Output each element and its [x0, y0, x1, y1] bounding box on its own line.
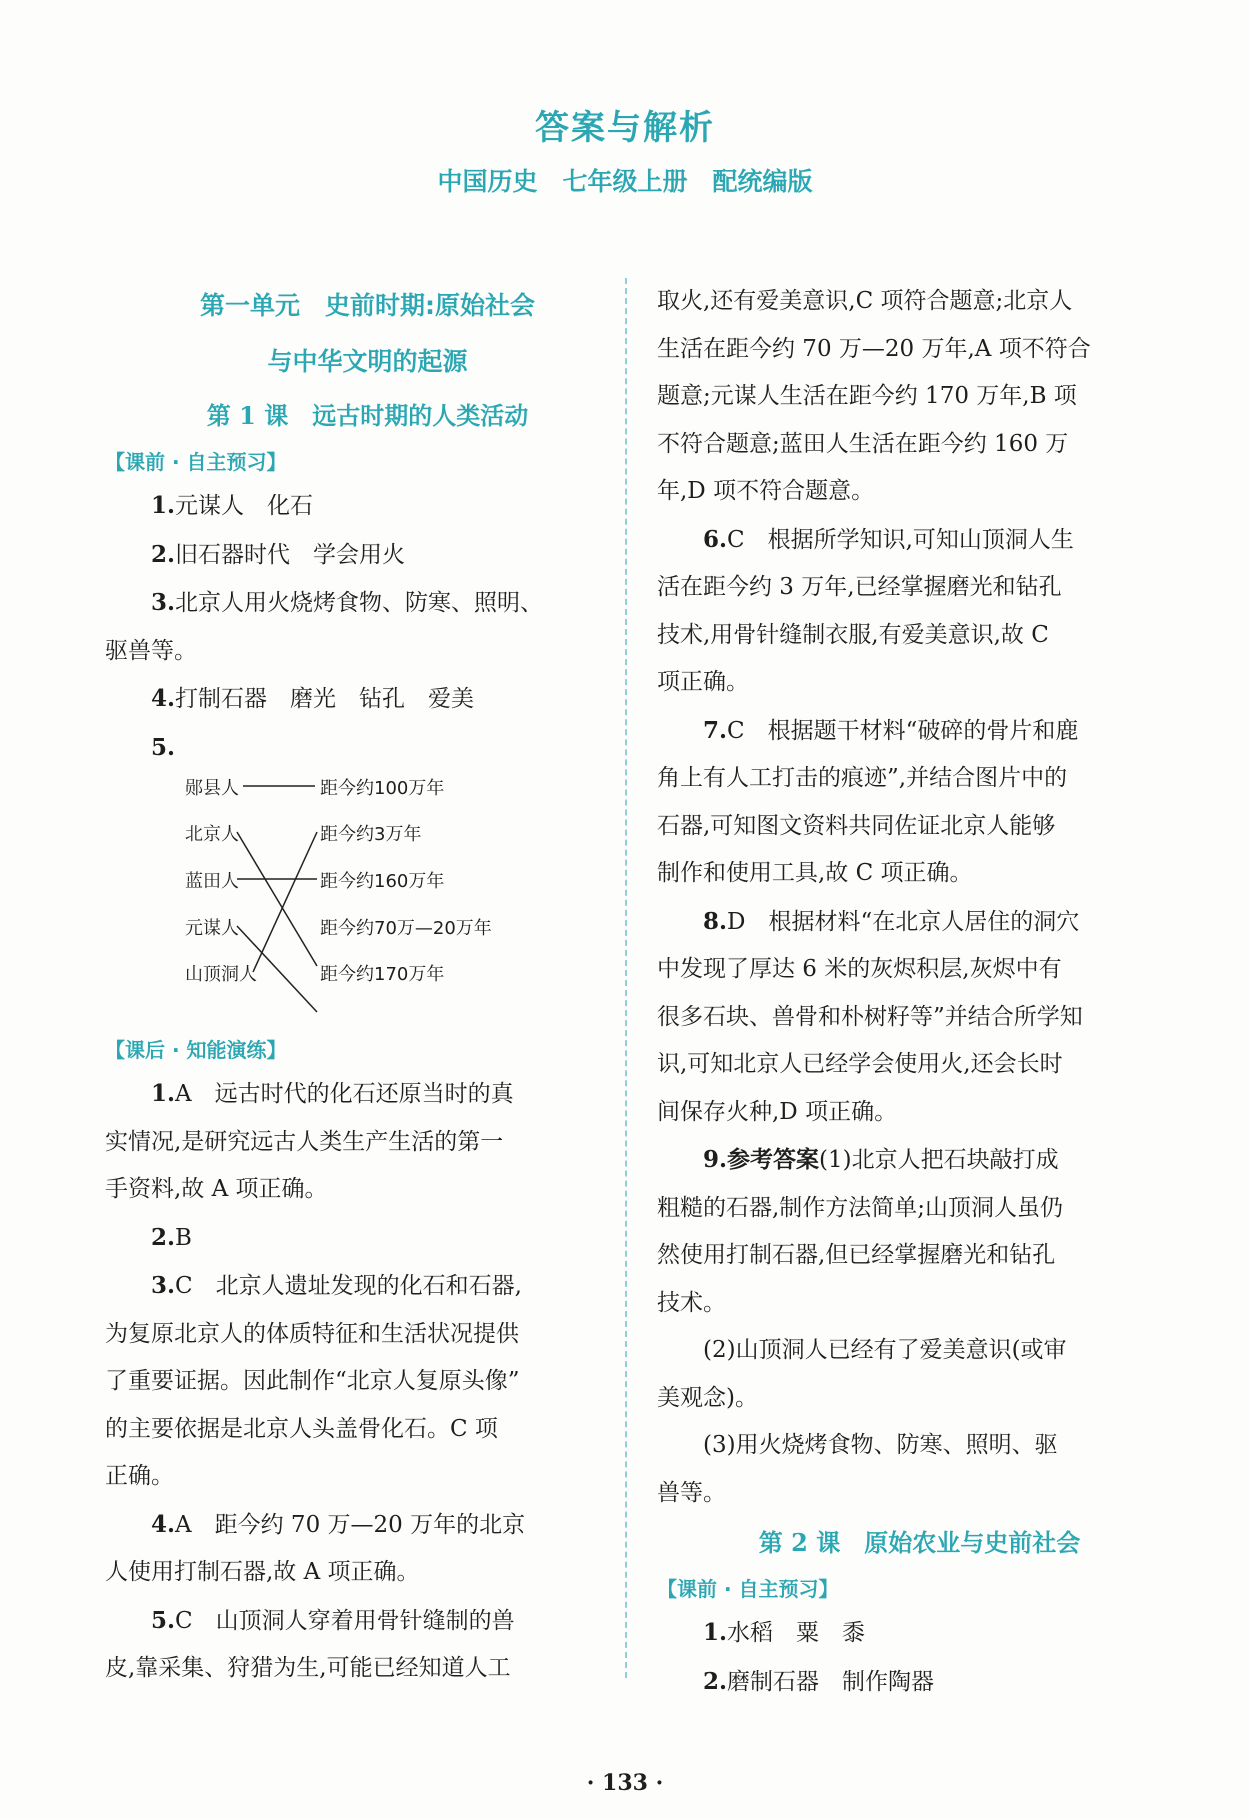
- answer-line: 2.B: [151, 1223, 192, 1251]
- answer-line: 2.磨制石器 制作陶器: [703, 1667, 935, 1695]
- answer-line: 5.: [151, 733, 176, 761]
- match-left-item: 元谋人: [185, 918, 239, 939]
- section-tag-post: 【课后 · 知能演练】: [105, 1038, 287, 1062]
- match-right-item: 距今约170万年: [320, 964, 445, 985]
- page-number: · 133 ·: [586, 1770, 664, 1796]
- answer-line: 生活在距今约 70 万—20 万年,A 项不符合: [657, 335, 1091, 362]
- answer-line: 1.元谋人 化石: [151, 492, 314, 519]
- left-column: [105, 278, 630, 1693]
- answer-line: (3)用火烧烤食物、防寒、照明、驱: [703, 1432, 1058, 1458]
- answer-line: 3.C 北京人遗址发现的化石和石器,: [151, 1272, 522, 1299]
- answer-line: 1.水稻 粟 黍: [703, 1619, 866, 1646]
- answer-line: 美观念)。: [657, 1384, 758, 1411]
- answer-line: 1.A 远古时代的化石还原当时的真: [151, 1080, 514, 1107]
- right-column: [657, 278, 1182, 1706]
- answer-line: 兽等。: [657, 1479, 726, 1506]
- unit-title-line1: 第一单元 史前时期:原始社会: [200, 291, 535, 320]
- matching-diagram: [185, 772, 630, 1030]
- matching-lines: [185, 772, 605, 1030]
- match-left-item: 郧县人: [185, 778, 239, 799]
- unit-title-line2: 与中华文明的起源: [267, 347, 468, 376]
- answer-line: 了重要证据。因此制作“北京人复原头像”: [105, 1368, 520, 1394]
- lesson-2-title: 第 2 课 原始农业与史前社会: [758, 1528, 1081, 1557]
- answer-line: 驱兽等。: [105, 637, 197, 664]
- match-left-item: 山顶洞人: [185, 964, 257, 985]
- answer-line: 7.C 根据题干材料“破碎的骨片和鹿: [703, 716, 1079, 744]
- section-tag-pre-2: 【课前 · 自主预习】: [657, 1577, 839, 1601]
- answer-line: 中发现了厚达 6 米的灰烬积层,灰烬中有: [657, 956, 1062, 982]
- answer-line: 角上有人工打击的痕迹”,并结合图片中的: [657, 765, 1068, 791]
- match-right-item: 距今约70万—20万年: [320, 918, 492, 939]
- answer-line: 的主要依据是北京人头盖骨化石。C 项: [105, 1415, 498, 1442]
- match-right-item: 距今约100万年: [320, 778, 445, 799]
- answer-line: 2.旧石器时代 学会用火: [151, 540, 406, 568]
- answer-line: 活在距今约 3 万年,已经掌握磨光和钻孔: [657, 574, 1062, 600]
- answer-line: 石器,可知图文资料共同佐证北京人能够: [657, 812, 1056, 839]
- page-subtitle: 中国历史 七年级上册 配统编版: [437, 167, 813, 196]
- answer-line: 取火,还有爱美意识,C 项符合题意;北京人: [657, 288, 1073, 314]
- answer-line: 间保存火种,D 项正确。: [657, 1098, 898, 1125]
- answer-line: 制作和使用工具,故 C 项正确。: [657, 860, 973, 886]
- answer-line: 人使用打制石器,故 A 项正确。: [105, 1559, 420, 1585]
- answer-line: 4.打制石器 磨光 钻孔 爱美: [151, 685, 475, 712]
- answer-line: 实情况,是研究远古人类生产生活的第一: [105, 1128, 504, 1155]
- answer-line: 手资料,故 A 项正确。: [105, 1176, 328, 1202]
- answer-line: 不符合题意;蓝田人生活在距今约 160 万: [657, 430, 1069, 457]
- answer-line: 很多石块、兽骨和朴树籽等”并结合所学知: [657, 1003, 1083, 1030]
- section-tag-pre: 【课前 · 自主预习】: [105, 450, 287, 474]
- answer-line: 皮,靠采集、狩猎为生,可能已经知道人工: [105, 1655, 511, 1681]
- answer-line: (2)山顶洞人已经有了爱美意识(或审: [703, 1337, 1067, 1363]
- answer-line: 年,D 项不符合题意。: [657, 478, 875, 504]
- lesson-1-title: 第 1 课 远古时期的人类活动: [206, 401, 529, 430]
- answer-line: 4.A 距今约 70 万—20 万年的北京: [151, 1510, 526, 1538]
- answer-line: 正确。: [105, 1463, 174, 1489]
- answer-line: 为复原北京人的体质特征和生活状况提供: [105, 1320, 519, 1347]
- match-right-item: 距今约160万年: [320, 871, 445, 892]
- answer-line: 8.D 根据材料“在北京人居住的洞穴: [703, 907, 1080, 935]
- answer-line: 识,可知北京人已经学会使用火,还会长时: [657, 1051, 1063, 1077]
- answer-line: 题意;元谋人生活在距今约 170 万年,B 项: [657, 383, 1077, 409]
- answer-line: 技术,用骨针缝制衣服,有爱美意识,故 C: [657, 621, 1049, 648]
- answer-line: 3.北京人用火烧烤食物、防寒、照明、: [151, 589, 544, 616]
- answer-line: 5.C 山顶洞人穿着用骨针缝制的兽: [151, 1606, 515, 1634]
- match-left-item: 蓝田人: [185, 871, 239, 892]
- answer-line: 然使用打制石器,但已经掌握磨光和钻孔: [657, 1242, 1056, 1268]
- answer-line: 6.C 根据所学知识,可知山顶洞人生: [703, 525, 1074, 553]
- reference-answer-label: 参考答案: [727, 1146, 820, 1173]
- match-line: [237, 832, 317, 966]
- answer-line: 技术。: [657, 1289, 726, 1316]
- answer-line: 粗糙的石器,制作方法简单;山顶洞人虽仍: [657, 1194, 1064, 1221]
- page-title: 答案与解析: [535, 108, 715, 148]
- match-left-item: 北京人: [185, 824, 239, 845]
- match-right-item: 距今约3万年: [320, 824, 422, 845]
- answer-line: 项正确。: [657, 669, 749, 695]
- answer-line: 9.参考答案(1)北京人把石块敲打成: [703, 1146, 1059, 1173]
